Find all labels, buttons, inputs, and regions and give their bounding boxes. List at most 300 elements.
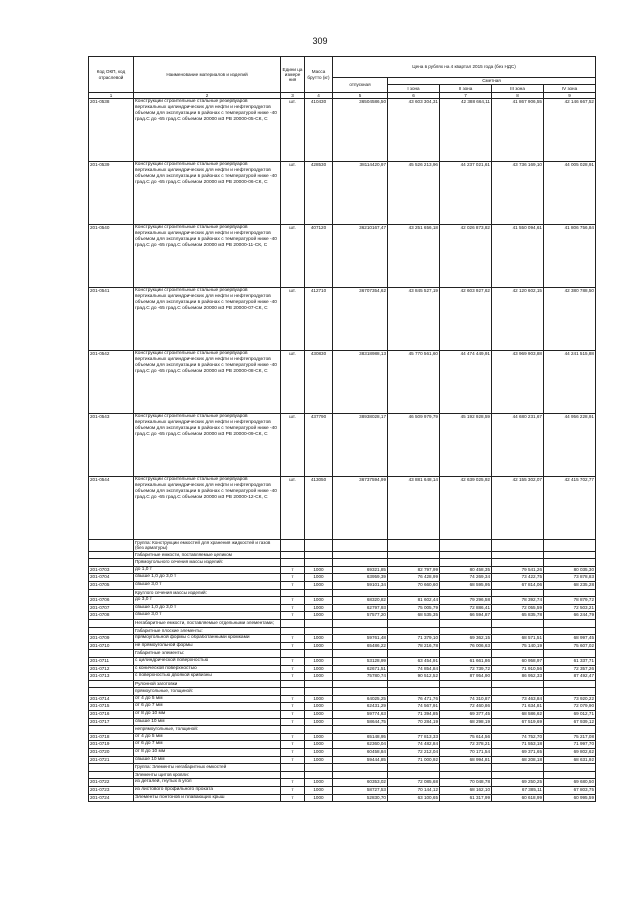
row-cell-empty	[544, 726, 596, 734]
row-zone1-price: 43 251 656,18	[388, 225, 440, 288]
row-zone4-price: 87 492,47	[544, 673, 596, 681]
row-mass: 1000	[305, 779, 333, 787]
row-release-price: 38318988,13	[333, 351, 388, 414]
row-name: Конструкции строительные стальные резервуаров вертикальных цилиндрических для нефти и нефтепродуктов объемом для эксплуатации в районах с температурой ниже -40 град.С до -65 град.С объемом 20000 м3 РВ 20000-12-СК, С	[134, 477, 281, 540]
row-mass: 1000	[305, 574, 333, 582]
row-code-empty	[89, 771, 134, 779]
row-zone2-price: 70 171,54	[440, 749, 492, 757]
row-unit: т	[281, 695, 305, 703]
row-name: свыше 10 мм	[134, 756, 281, 764]
row-name: Конструкции строительные стальные резервуаров вертикальных цилиндрических для нефти и нефтепродуктов объемом для эксплуатации в районах с температурой ниже -40 град.С до -65 град.С объемом 20000 м3 РВ 20000-05-СК, С	[134, 99, 281, 162]
row-zone4-price: 75 217,08	[544, 733, 596, 741]
row-cell-empty	[492, 559, 544, 567]
group-header-row	[89, 540, 596, 551]
row-cell-empty	[492, 688, 544, 696]
row-unit: т	[281, 711, 305, 719]
header-unit: Едини ца измере ния	[281, 57, 305, 93]
row-cell-empty	[388, 540, 440, 551]
row-release-price: 52830,70	[333, 794, 388, 802]
row-code: 201-0540	[89, 225, 134, 288]
row-zone4-price: 42 415 702,77	[544, 477, 596, 540]
row-cell-empty	[388, 551, 440, 559]
row-zone2-price: 44 474 449,91	[440, 351, 492, 414]
row-mass: 1000	[305, 787, 333, 795]
group-header-row	[89, 771, 596, 779]
row-cell-empty	[544, 559, 596, 567]
row-release-price: 36707354,62	[333, 288, 388, 351]
row-cell-empty	[492, 680, 544, 688]
row-release-price: 36737594,99	[333, 477, 388, 540]
table-row	[89, 635, 596, 643]
group-label: прямоугольные, толщиной:	[134, 688, 281, 696]
row-cell-empty	[305, 619, 333, 627]
row-zone3-price: 71 553,18	[492, 741, 544, 749]
table-row	[89, 733, 596, 741]
table-row	[89, 566, 596, 574]
row-zone4-price: 44 241 515,88	[544, 351, 596, 414]
row-unit: шт.	[281, 288, 305, 351]
row-code: 201-0710	[89, 642, 134, 650]
row-zone3-price: 67 814,06	[492, 581, 544, 589]
row-unit: т	[281, 642, 305, 650]
table-row	[89, 604, 596, 612]
row-mass: 1000	[305, 597, 333, 605]
row-zone2-price: 42 603 927,62	[440, 288, 492, 351]
header-code: Код ОКП, код отраслевой	[89, 57, 134, 93]
col-index: 8	[492, 93, 544, 99]
row-code: 201-0717	[89, 718, 134, 726]
table-body	[89, 99, 596, 802]
row-zone2-price: 42 388 664,11	[440, 99, 492, 162]
row-cell-empty	[544, 619, 596, 627]
row-cell-empty	[305, 650, 333, 658]
row-zone1-price: 43 845 527,19	[388, 288, 440, 351]
row-release-price: 75780,74	[333, 673, 388, 681]
row-cell-empty	[440, 589, 492, 597]
row-zone3-price: 71 634,81	[492, 703, 544, 711]
row-cell-empty	[305, 771, 333, 779]
row-code: 201-0544	[89, 477, 134, 540]
row-code: 201-0707	[89, 604, 134, 612]
row-name: от 4 до 5 мм	[134, 695, 281, 703]
row-cell-empty	[333, 559, 388, 567]
row-cell-empty	[333, 627, 388, 635]
row-zone4-price: 75 607,02	[544, 642, 596, 650]
row-cell-empty	[544, 540, 596, 551]
row-cell-empty	[305, 540, 333, 551]
row-cell-empty	[305, 559, 333, 567]
row-cell-empty	[492, 551, 544, 559]
row-zone1-price: 82 797,99	[388, 566, 440, 574]
row-zone2-price: 72 739,72	[440, 665, 492, 673]
table-row	[89, 695, 596, 703]
row-zone1-price: 72 212,04	[388, 749, 440, 757]
row-zone4-price: 69 802,62	[544, 749, 596, 757]
row-cell-empty	[492, 589, 544, 597]
table-row	[89, 794, 596, 802]
row-name: Конструкции строительные стальные резервуаров вертикальных цилиндрических для нефти и нефтепродуктов объемом для эксплуатации в районах с температурой ниже -40 град.С до -65 град.С объемом 20000 м3 РВ 20000-09-СК, С	[134, 414, 281, 477]
row-unit: т	[281, 581, 305, 589]
row-cell-empty	[281, 540, 305, 551]
row-cell-empty	[388, 688, 440, 696]
row-cell-empty	[305, 726, 333, 734]
row-zone3-price: 73 463,84	[492, 695, 544, 703]
row-name: до 3,0 т	[134, 597, 281, 605]
row-mass: 1000	[305, 673, 333, 681]
row-zone3-price: 72 055,59	[492, 604, 544, 612]
row-code: 201-0713	[89, 673, 134, 681]
row-zone3-price: 86 952,33	[492, 673, 544, 681]
row-zone4-price: 44 956 228,91	[544, 414, 596, 477]
row-zone2-price: 72 460,86	[440, 703, 492, 711]
row-mass: 1000	[305, 711, 333, 719]
group-header-row	[89, 589, 596, 597]
row-cell-empty	[333, 619, 388, 627]
row-zone2-price: 87 954,90	[440, 673, 492, 681]
row-zone4-price: 71 997,70	[544, 741, 596, 749]
row-cell-empty	[281, 650, 305, 658]
row-mass: 428530	[305, 162, 333, 225]
group-header-row	[89, 764, 596, 772]
row-zone4-price: 78 879,72	[544, 597, 596, 605]
row-name: Конструкции строительные стальные резервуаров вертикальных цилиндрических для нефти и нефтепродуктов объемом для эксплуатации в районах с температурой ниже -40 град.С до -65 град.С объемом 20000 м3 РВ 20000-11-СК, С	[134, 225, 281, 288]
header-zone3: III зона	[492, 85, 544, 93]
row-code: 201-0722	[89, 779, 134, 787]
row-cell-empty	[388, 619, 440, 627]
row-unit: т	[281, 604, 305, 612]
row-zone2-price: 74 310,87	[440, 695, 492, 703]
row-code: 201-0543	[89, 414, 134, 477]
row-zone4-price: 73 920,22	[544, 695, 596, 703]
row-zone1-price: 78 216,78	[388, 642, 440, 650]
row-unit: т	[281, 756, 305, 764]
table-row	[89, 703, 596, 711]
row-cell-empty	[305, 688, 333, 696]
row-name: из деталей, гнутых в угол	[134, 779, 281, 787]
row-unit: т	[281, 574, 305, 582]
row-cell-empty	[440, 627, 492, 635]
row-zone2-price: 61 317,99	[440, 794, 492, 802]
row-cell-empty	[333, 540, 388, 551]
table-row	[89, 612, 596, 620]
row-name: Конструкции строительные стальные резервуаров вертикальных цилиндрических для нефти и нефтепродуктов объемом для эксплуатации в районах с температурой ниже -40 град.С до -65 град.С объемом 20000 м3 РВ 20000-07-СК, С	[134, 288, 281, 351]
row-code: 201-0716	[89, 711, 134, 719]
row-cell-empty	[281, 771, 305, 779]
col-index: 9	[544, 93, 596, 99]
group-label: Габаритные элементы:	[134, 650, 281, 658]
row-cell-empty	[440, 688, 492, 696]
row-mass: 437790	[305, 414, 333, 477]
row-zone4-price: 69 680,50	[544, 779, 596, 787]
row-cell-empty	[492, 540, 544, 551]
row-zone3-price: 60 618,99	[492, 794, 544, 802]
table-row	[89, 162, 596, 225]
row-cell-empty	[492, 764, 544, 772]
group-header-row	[89, 688, 596, 696]
row-mass: 1000	[305, 741, 333, 749]
table-row	[89, 99, 596, 162]
row-mass: 1000	[305, 604, 333, 612]
row-name: свыше 1,0 до 3,0 т	[134, 574, 281, 582]
row-release-price: 69321,85	[333, 566, 388, 574]
row-release-price: 58644,75	[333, 718, 388, 726]
header-zone1: I зона	[388, 85, 440, 93]
row-zone1-price: 72 085,68	[388, 779, 440, 787]
row-cell-empty	[544, 551, 596, 559]
header-release: отпускная	[333, 78, 388, 93]
row-mass: 407120	[305, 225, 333, 288]
row-zone1-price: 43 603 304,31	[388, 99, 440, 162]
row-cell-empty	[333, 771, 388, 779]
row-zone1-price: 45 526 213,96	[388, 162, 440, 225]
row-cell-empty	[281, 764, 305, 772]
row-cell-empty	[492, 771, 544, 779]
row-unit: т	[281, 612, 305, 620]
row-code-empty	[89, 688, 134, 696]
row-mass: 413050	[305, 477, 333, 540]
row-zone3-price: 43 736 169,10	[492, 162, 544, 225]
row-code: 201-0703	[89, 566, 134, 574]
row-cell-empty	[544, 589, 596, 597]
header-estimate: Сметная	[388, 78, 596, 85]
row-zone4-price: 60 995,59	[544, 794, 596, 802]
row-name: из листового профильного проката	[134, 787, 281, 795]
row-zone3-price: 42 155 302,07	[492, 477, 544, 540]
row-unit: т	[281, 597, 305, 605]
row-code: 201-0705	[89, 581, 134, 589]
row-unit: т	[281, 673, 305, 681]
row-zone2-price: 42 639 025,92	[440, 477, 492, 540]
row-unit: т	[281, 733, 305, 741]
row-mass: 430830	[305, 351, 333, 414]
row-zone3-price: 68 586,62	[492, 711, 544, 719]
col-index: 4	[305, 93, 333, 99]
row-mass: 1000	[305, 695, 333, 703]
row-zone2-price: 69 377,45	[440, 711, 492, 719]
table-row	[89, 581, 596, 589]
row-zone2-price: 42 026 873,82	[440, 225, 492, 288]
group-header-row	[89, 726, 596, 734]
row-zone3-price: 44 680 231,67	[492, 414, 544, 477]
row-name: с цилиндрической поверхностью	[134, 657, 281, 665]
group-header-row	[89, 619, 596, 627]
row-zone2-price: 68 298,19	[440, 718, 492, 726]
row-cell-empty	[440, 540, 492, 551]
row-zone1-price: 81 602,44	[388, 597, 440, 605]
header-mass: Масса брутто (кг)	[305, 57, 333, 93]
row-cell-empty	[544, 650, 596, 658]
row-cell-empty	[388, 680, 440, 688]
row-zone4-price: 68 997,45	[544, 635, 596, 643]
row-release-price: 64025,25	[333, 695, 388, 703]
row-name: свыше 1,0 до 3,0 т	[134, 604, 281, 612]
row-code-empty	[89, 619, 134, 627]
row-code-empty	[89, 540, 134, 551]
row-code-empty	[89, 680, 134, 688]
table-row	[89, 657, 596, 665]
row-release-price: 59444,85	[333, 756, 388, 764]
row-code: 201-0720	[89, 749, 134, 757]
row-zone1-price: 75 005,79	[388, 604, 440, 612]
row-cell-empty	[388, 771, 440, 779]
row-mass: 1000	[305, 642, 333, 650]
row-zone2-price: 68 994,81	[440, 756, 492, 764]
row-zone2-price: 44 237 021,61	[440, 162, 492, 225]
row-cell-empty	[492, 650, 544, 658]
row-name: свыше 3,0 т	[134, 612, 281, 620]
row-name: до 1,0 т	[134, 566, 281, 574]
row-zone3-price: 73 422,75	[492, 574, 544, 582]
row-release-price: 60353,02	[333, 779, 388, 787]
row-unit: шт.	[281, 162, 305, 225]
col-index: 6	[388, 93, 440, 99]
row-zone3-price: 67 385,11	[492, 787, 544, 795]
row-zone1-price: 71 394,85	[388, 711, 440, 719]
row-cell-empty	[305, 589, 333, 597]
row-cell-empty	[492, 619, 544, 627]
row-cell-empty	[281, 619, 305, 627]
row-mass: 1000	[305, 749, 333, 757]
row-zone4-price: 69 012,71	[544, 711, 596, 719]
row-cell-empty	[440, 771, 492, 779]
row-cell-empty	[388, 726, 440, 734]
row-name: свыше 10 мм	[134, 718, 281, 726]
row-name: не прямоугольной формы	[134, 642, 281, 650]
row-code: 201-0712	[89, 665, 134, 673]
row-code: 201-0718	[89, 733, 134, 741]
row-zone1-price: 45 770 561,60	[388, 351, 440, 414]
row-cell-empty	[305, 764, 333, 772]
row-mass: 1000	[305, 703, 333, 711]
row-cell-empty	[333, 726, 388, 734]
row-name: свыше 3,0 т	[134, 581, 281, 589]
table-row	[89, 225, 596, 288]
row-zone3-price: 68 208,18	[492, 756, 544, 764]
table-row	[89, 756, 596, 764]
row-zone3-price: 79 541,26	[492, 566, 544, 574]
row-code-empty	[89, 627, 134, 635]
row-code: 201-0538	[89, 99, 134, 162]
row-mass: 410430	[305, 99, 333, 162]
row-cell-empty	[281, 559, 305, 567]
row-zone2-price: 68 162,10	[440, 787, 492, 795]
row-cell-empty	[492, 726, 544, 734]
row-code: 201-0709	[89, 635, 134, 643]
header-zone4: IV зона	[544, 85, 596, 93]
table-row	[89, 351, 596, 414]
group-header-row	[89, 650, 596, 658]
row-zone2-price: 68 595,95	[440, 581, 492, 589]
row-cell-empty	[388, 627, 440, 635]
row-zone1-price: 71 379,10	[388, 635, 440, 643]
table-row	[89, 665, 596, 673]
row-zone4-price: 42 146 667,52	[544, 99, 596, 162]
row-zone2-price: 76 006,63	[440, 642, 492, 650]
group-label: Габаритные емкости, поставляемые целиком	[134, 551, 281, 559]
row-unit: т	[281, 779, 305, 787]
row-zone4-price: 80 035,30	[544, 566, 596, 574]
row-zone3-price: 74 752,70	[492, 733, 544, 741]
row-zone1-price: 90 512,52	[388, 673, 440, 681]
row-cell-empty	[440, 559, 492, 567]
row-cell-empty	[281, 627, 305, 635]
row-release-price: 59761,48	[333, 635, 388, 643]
table-row	[89, 288, 596, 351]
row-code-empty	[89, 726, 134, 734]
row-zone4-price: 44 005 028,91	[544, 162, 596, 225]
row-unit: шт.	[281, 225, 305, 288]
row-cell-empty	[333, 688, 388, 696]
table-row	[89, 597, 596, 605]
row-cell-empty	[440, 619, 492, 627]
row-release-price: 36504586,50	[333, 99, 388, 162]
row-release-price: 53128,99	[333, 657, 388, 665]
row-zone2-price: 79 296,58	[440, 597, 492, 605]
row-cell-empty	[440, 551, 492, 559]
row-zone3-price: 43 969 903,88	[492, 351, 544, 414]
row-mass: 1000	[305, 635, 333, 643]
row-name: с конической поверхностью	[134, 665, 281, 673]
row-zone2-price: 69 362,15	[440, 635, 492, 643]
table-row	[89, 711, 596, 719]
row-zone4-price: 72 079,90	[544, 703, 596, 711]
header-price-group: Цена в рублях на 4 квартал 2015 года (без НДС)	[333, 57, 596, 78]
row-release-price: 68320,82	[333, 597, 388, 605]
price-table-container	[88, 56, 595, 802]
row-cell-empty	[333, 650, 388, 658]
row-code: 201-0715	[89, 703, 134, 711]
row-zone2-price: 72 378,21	[440, 741, 492, 749]
group-label: Круглого сечения массы изделий:	[134, 589, 281, 597]
row-zone1-price: 74 567,91	[388, 703, 440, 711]
row-name: от 6 до 7 мм	[134, 741, 281, 749]
row-zone3-price: 69 250,25	[492, 779, 544, 787]
row-zone2-price: 74 269,34	[440, 574, 492, 582]
row-cell-empty	[388, 559, 440, 567]
row-zone3-price: 41 867 906,55	[492, 99, 544, 162]
row-code-empty	[89, 559, 134, 567]
row-release-price: 65486,22	[333, 642, 388, 650]
row-name: от 8 до 10 мм	[134, 749, 281, 757]
row-zone4-price: 67 803,75	[544, 787, 596, 795]
row-release-price: 63959,39	[333, 574, 388, 582]
table-row	[89, 787, 596, 795]
row-release-price: 62797,93	[333, 604, 388, 612]
row-unit: т	[281, 703, 305, 711]
group-label: Группа: Элементы негабаритных емкостей	[134, 764, 281, 772]
row-mass: 1000	[305, 612, 333, 620]
row-mass: 1000	[305, 665, 333, 673]
row-unit: шт.	[281, 351, 305, 414]
row-cell-empty	[440, 680, 492, 688]
group-label: Рулонной заготовки	[134, 680, 281, 688]
group-header-row	[89, 680, 596, 688]
table-row	[89, 477, 596, 540]
row-unit: т	[281, 787, 305, 795]
row-zone1-price: 70 144,12	[388, 787, 440, 795]
row-zone1-price: 76 428,99	[388, 574, 440, 582]
row-zone4-price: 67 939,12	[544, 718, 596, 726]
row-zone1-price: 68 535,35	[388, 612, 440, 620]
table-row	[89, 749, 596, 757]
row-zone4-price: 68 631,92	[544, 756, 596, 764]
row-code: 201-0719	[89, 741, 134, 749]
row-cell-empty	[281, 589, 305, 597]
row-cell-empty	[281, 726, 305, 734]
row-zone1-price: 63 100,65	[388, 794, 440, 802]
col-index: 5	[333, 93, 388, 99]
row-unit: т	[281, 657, 305, 665]
